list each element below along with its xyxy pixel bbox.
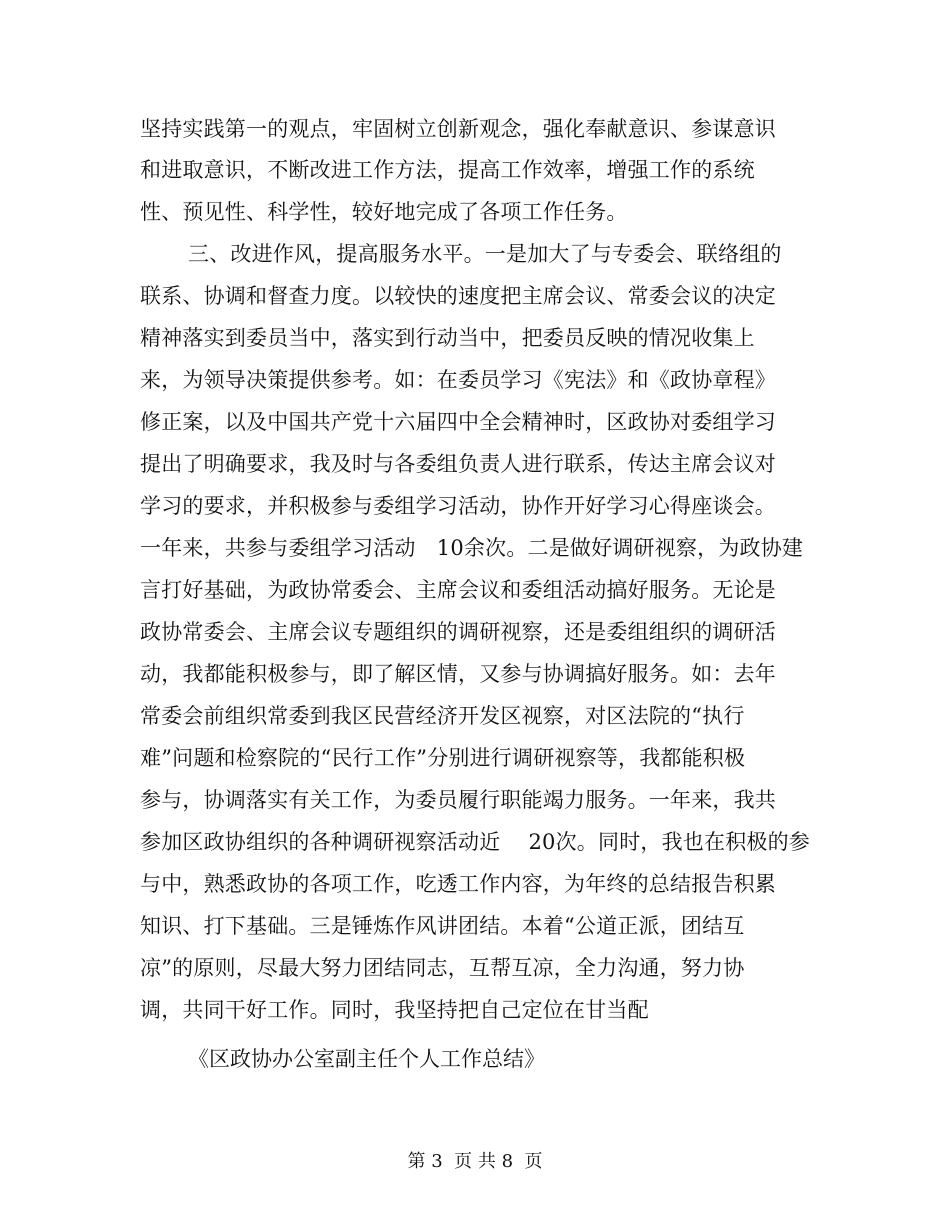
body-line: 参加区政协组织的各种调研视察活动近 20次。同时，我也在积极的参	[140, 830, 810, 854]
body-line: 修正案，以及中国共产党十六届四中全会精神时，区政协对委组学习	[140, 410, 776, 434]
body-line: 常委会前组织常委到我区民营经济开发区视察，对区法院的“执行	[140, 704, 745, 728]
body-line: 坚持实践第一的观点，牢固树立创新观念，强化奉献意识、参谋意识	[140, 117, 776, 141]
body-line: 联系、协调和督查力度。以较快的速度把主席会议、常委会议的决定	[140, 284, 776, 308]
body-line: 与中，熟悉政协的各项工作，吃透工作内容，为年终的总结报告积累	[140, 872, 776, 896]
body-line: 精神落实到委员当中，落实到行动当中，把委员反映的情况收集上	[140, 326, 755, 350]
body-line: 调，共同干好工作。同时，我坚持把自己定位在甘当配	[140, 998, 649, 1022]
document-title: 《区政协办公室副主任个人工作总结》	[188, 1047, 545, 1071]
body-line: 一年来，共参与委组学习活动 10余次。二是做好调研视察，为政协建	[140, 536, 804, 560]
body-line: 动，我都能积极参与，即了解区情，又参与协调搞好服务。如：去年	[140, 662, 776, 686]
paragraph-start-line: 三、改进作风，提高服务水平。一是加大了与专委会、联络组的	[188, 242, 782, 266]
body-line: 政协常委会、主席会议专题组织的调研视察，还是委组组织的调研活	[140, 620, 776, 644]
page-number-footer: 第 3 页 共 8 页	[407, 1151, 543, 1172]
body-line: 知识、打下基础。三是锤炼作风讲团结。本着“公道正派，团结互	[140, 914, 745, 938]
body-line: 凉”的原则，尽最大努力团结同志，互帮互凉，全力沟通，努力协	[140, 956, 745, 980]
body-line: 和进取意识，不断改进工作方法，提高工作效率，增强工作的系统	[140, 158, 755, 182]
body-line: 难”问题和检察院的“民行工作”分别进行调研视察等，我都能积极	[140, 746, 746, 770]
body-line: 性、预见性、科学性，较好地完成了各项工作任务。	[140, 200, 628, 224]
body-line: 言打好基础，为政协常委会、主席会议和委组活动搞好服务。无论是	[140, 578, 776, 602]
body-line: 参与，协调落实有关工作，为委员履行职能竭力服务。一年来，我共	[140, 788, 776, 812]
body-line: 提出了明确要求，我及时与各委组负责人进行联系，传达主席会议对	[140, 452, 776, 476]
body-line: 学习的要求，并积极参与委组学习活动，协作开好学习心得座谈会。	[140, 494, 776, 518]
body-line: 来，为领导决策提供参考。如：在委员学习《宪法》和《政协章程》	[140, 368, 776, 392]
